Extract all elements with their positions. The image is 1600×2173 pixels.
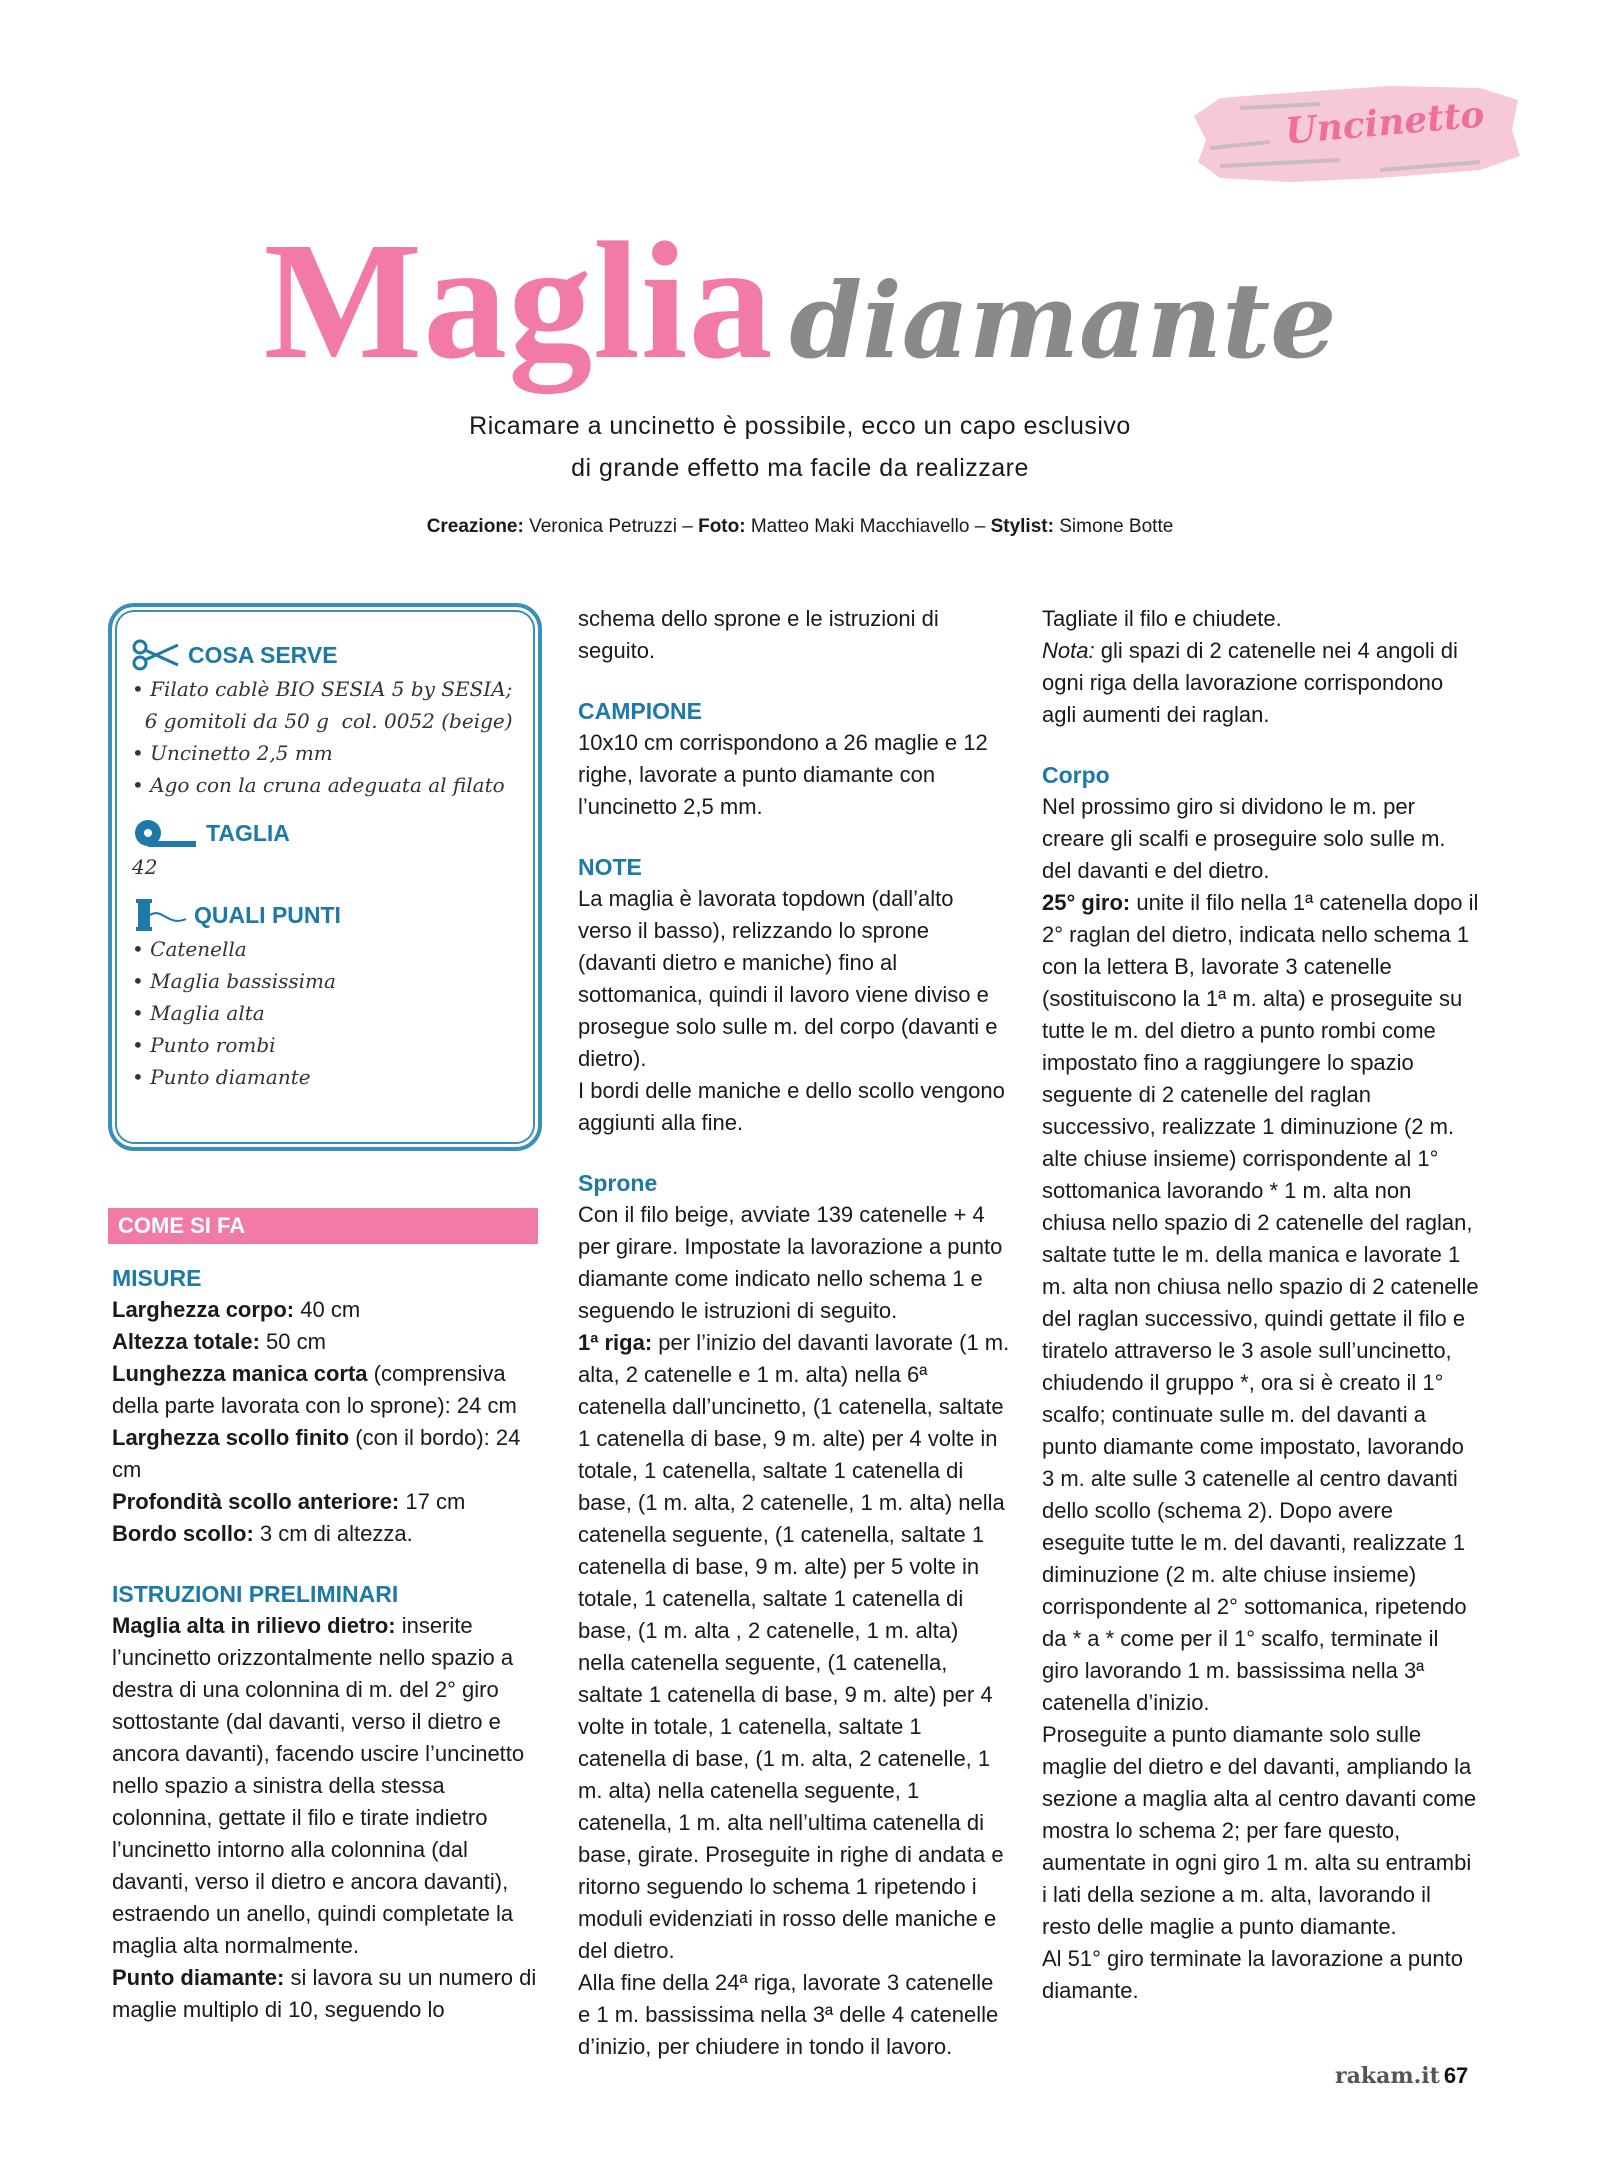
paragraph [578,1327,1010,1967]
misura-row [112,1518,542,1550]
paragraph [1042,887,1480,1719]
paragraph-label: 1ª riga: [578,1330,653,1355]
paragraph-text: si lavora su un numero di maglie multiplo di 10, seguendo lo [112,1965,537,2022]
come-si-fa-banner: COME SI FA [108,1208,538,1244]
misura-label: Profondità scollo anteriore: [112,1489,400,1514]
paragraph-text: gli spazi di 2 catenelle nei 4 angoli di ogni riga della lavorazione corrispondono agli aumenti dei raglan. [1042,638,1458,727]
subtitle-line2: di grande effetto ma facile da realizzare [571,454,1029,482]
misura-value: 17 cm [399,1489,466,1514]
list-item: • Maglia bassissima [132,969,336,993]
quali-punti-label: QUALI PUNTI [194,901,341,928]
column-2 [578,603,1010,2063]
istruzioni-heading: ISTRUZIONI PRELIMINARI [112,1581,399,1607]
subtitle [0,405,1600,489]
paragraph-text: inserite l’uncinetto orizzontalmente nello spazio a destra di una colonnina di m. del 2° giro sottostante (dal davanti, verso il dietro e ancora davanti), facendo uscire l’uncinetto nello spazio a sinistra della stessa colonnina, gettate il filo e tirate indietro l’uncinetto intorno alla colonnina (dal davanti, verso il dietro e ancora davanti), estraendo un anello, quindi completate la maglia alta normalmente. [112,1613,525,1958]
misura-value: 50 cm [259,1329,326,1354]
misura-label: Larghezza corpo: [112,1297,295,1322]
taglia-value: 42 [132,855,158,879]
misura-label: Lunghezza manica corta [112,1361,368,1386]
misura-label: Larghezza scollo finito [112,1425,350,1450]
section-tag [1180,78,1530,188]
paragraph [1042,635,1480,731]
quali-punti-list [132,933,532,1093]
paragraph: Tagliate il filo e chiudete. [1042,606,1282,631]
credit-label: Stylist: [990,516,1054,537]
list-item: • Punto rombi [132,1033,276,1057]
paragraph [112,1962,542,2026]
misura-value: (comprensiva della parte lavorata con lo sprone): 24 cm [112,1361,517,1418]
misure-heading: MISURE [112,1265,202,1291]
page-number: 67 [1443,2063,1469,2088]
column-3 [1042,603,1480,2007]
credit-value: Veronica Petruzzi – [529,516,693,537]
paragraph-text: per l’inizio del davanti lavorate (1 m. alta, 2 catenelle e 1 m. alta) nella 6ª catenella dall’uncinetto, (1 catenella, saltate 1 catenella di base, 9 m. alte) per 4 volte in totale, 1 catenella, saltate 1 catenella di base, (1 m. alta, 2 catenelle, 1 m. alta) nella catenella seguente, (1 catenella, saltate 1 catenella di base, 9 m. alte) per 5 volte in totale, 1 catenella, saltate 1 catenella di base, (1 m. alta , 2 catenelle, 1 m. alta) nella catenella seguente, (1 catenella, saltate 1 catenella di base, 9 m. alte) per 4 volte in totale, 1 catenella, saltate 1 catenella di base, (1 m. alta, 2 catenelle, 1 m. alta) nella catenella seguente, 1 catenella, 1 m. alta nell’ultima catenella di base, girate. Proseguite in righe di andata e ritorno seguendo lo schema 1 ripetendo i moduli evidenziati in rosso delle maniche e del dietro. [578,1330,1010,1963]
title-main: Maglia [263,208,774,394]
list-item: • Ago con la cruna adeguata al filato [132,773,505,797]
subtitle-line1: Ricamare a uncinetto è possibile, ecco un capo esclusivo [469,412,1131,440]
nota-label: Nota: [1042,638,1095,663]
cosa-serve-heading [132,637,532,673]
paragraph: Al 51° giro terminate la lavorazione a punto diamante. [1042,1946,1463,2003]
misura-row [112,1326,542,1358]
tape-measure-icon [132,817,200,849]
misura-label: Altezza totale: [112,1329,260,1354]
misura-row [112,1422,542,1486]
corpo-heading: Corpo [1042,762,1110,788]
note-heading: NOTE [578,854,642,880]
misura-label: Bordo scollo: [112,1521,254,1546]
credit-value: Simone Botte [1059,516,1174,537]
paragraph [112,1610,542,1962]
misura-value: 3 cm di altezza. [253,1521,413,1546]
scissors-icon [132,639,182,671]
paragraph: La maglia è lavorata topdown (dall’alto verso il basso), relizzando lo sprone (davanti dietro e maniche) fino al sottomanica, quindi il lavoro viene diviso e prosegue solo sulle m. del corpo (davanti e dietro). [578,886,998,1071]
cosa-serve-list [132,673,532,801]
quali-punti-heading [132,897,532,933]
credit-label: Foto: [698,516,746,537]
title-sub: diamante [789,259,1337,382]
credits [0,516,1600,538]
list-item: • Catenella [132,937,247,961]
list-item: • Uncinetto 2,5 mm [132,741,333,765]
cosa-serve-label: COSA SERVE [188,641,338,668]
tag-label: Uncinetto [1283,93,1486,153]
misura-value: (con il bordo): 24 cm [112,1425,521,1482]
paragraph-label: Maglia alta in rilievo dietro: [112,1613,396,1638]
misura-row [112,1486,542,1518]
paragraph: I bordi delle maniche e dello scollo vengono aggiunti alla fine. [578,1078,1005,1135]
misura-row [112,1294,542,1326]
column-1 [112,1262,542,2026]
paragraph: Proseguite a punto diamante solo sulle maglie del dietro e del davanti, ampliando la sezione a maglia alta al centro davanti come mostra lo schema 2; per fare questo, aumentate in ogni giro 1 m. alta su entrambi i lati della sezione a m. alta, lavorando il resto delle maglie a punto diamante. [1042,1722,1477,1939]
thread-spool-icon [132,897,188,933]
page-footer [1335,2063,1468,2089]
misura-row [112,1358,542,1422]
taglia-label: TAGLIA [206,819,290,846]
list-item: • Punto diamante [132,1065,311,1089]
materials-box [108,603,542,1151]
list-item: • Filato cablè BIO SESIA 5 by SESIA; [132,677,513,701]
list-item: 6 gomitoli da 50 g col. 0052 (beige) [132,709,513,733]
credit-value: Matteo Maki Macchiavello – [750,516,986,537]
paragraph-label: Punto diamante: [112,1965,285,1990]
site-name: rakam.it [1335,2063,1440,2089]
paragraph: Alla fine della 24ª riga, lavorate 3 catenelle e 1 m. bassissima nella 3ª delle 4 catenelle d’inizio, per chiudere in tondo il lavoro. [578,1970,999,2059]
paragraph: Con il filo beige, avviate 139 catenelle + 4 per girare. Impostate la lavorazione a punto diamante come indicato nello schema 1 e seguendo le istruzioni di seguito. [578,1202,1003,1323]
paragraph-label: 25° giro: [1042,890,1131,915]
paragraph: 10x10 cm corrispondono a 26 maglie e 12 righe, lavorate a punto diamante con l’uncinetto 2,5 mm. [578,730,988,819]
paragraph: Nel prossimo giro si dividono le m. per creare gli scalfi e proseguire solo sulle m. del davanti e del dietro. [1042,794,1446,883]
campione-heading: CAMPIONE [578,698,702,724]
sprone-heading: Sprone [578,1170,658,1196]
misura-value: 40 cm [294,1297,361,1322]
credit-label: Creazione: [426,516,524,537]
taglia-heading [132,815,532,851]
page-title [0,205,1600,398]
paragraph-text: unite il filo nella 1ª catenella dopo il 2° raglan del dietro, indicata nello schema 1 con la lettera B, lavorate 3 catenelle (sostituiscono la 1ª m. alta) e proseguite su tutte le m. del dietro a punto rombi come impostato fino a raggiungere lo spazio seguente di 2 catenelle del raglan successivo, realizzate 1 diminuzione (2 m. alte chiuse insieme) corrispondente al 1° sottomanica lavorando * 1 m. alta non chiusa nello spazio di 2 catenelle del raglan, saltate tutte le m. della manica e lavorate 1 m. alta non chiusa nello spazio di 2 catenelle del raglan successivo, quindi gettate il filo e tiratelo attraverso le 3 asole sull’uncinetto, chiudendo il gruppo *, ora si è creato il 1° scalfo; continuate sulle m. del davanti a punto diamante come impostato, lavorando 3 m. alte sulle 3 catenelle al centro davanti dello scollo (schema 2). Dopo avere eseguite tutte le m. del davanti, realizzate 1 diminuzione (2 m. alte chiuse insieme) corrispondente al 2° sottomanica, ripetendo da * a * come per il 1° scalfo, terminate il giro lavorando 1 m. bassissima nella 3ª catenella d’inizio. [1042,890,1479,1715]
list-item: • Maglia alta [132,1001,265,1025]
paragraph: schema dello sprone e le istruzioni di seguito. [578,606,939,663]
